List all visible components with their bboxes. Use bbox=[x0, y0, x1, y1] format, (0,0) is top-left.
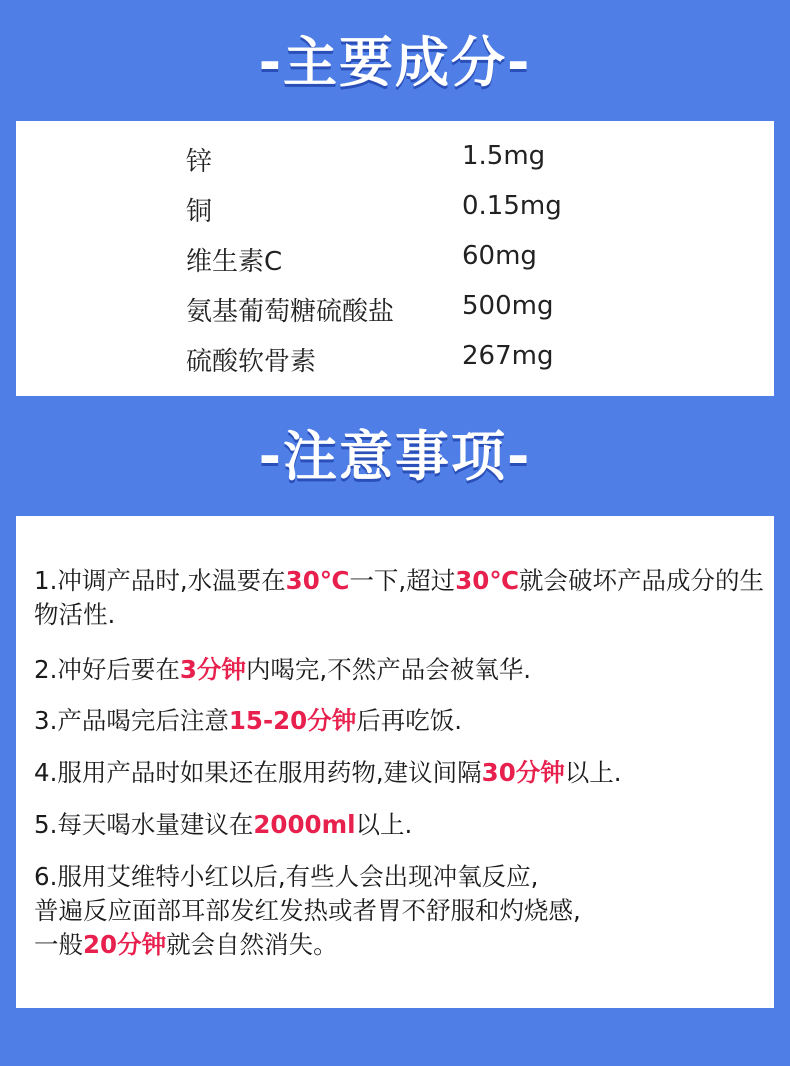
note-item bbox=[34, 756, 764, 790]
ingredient-name: 维生素C bbox=[186, 247, 283, 277]
ingredient-name: 硫酸软骨素 bbox=[186, 347, 317, 377]
ingredient-name: 氨基葡萄糖硫酸盐 bbox=[186, 297, 395, 327]
note-highlight: 30分钟 bbox=[481, 758, 565, 787]
ingredient-amount: 267mg bbox=[462, 341, 554, 371]
notes-panel bbox=[16, 516, 774, 1008]
note-text: 以上. bbox=[355, 810, 413, 839]
note-text: 就会自然消失。 bbox=[166, 930, 338, 959]
note-highlight: 3分钟 bbox=[179, 655, 246, 684]
note-text: 以上. bbox=[564, 758, 622, 787]
note-text: 后再吃饭. bbox=[356, 706, 463, 735]
note-item bbox=[34, 808, 764, 842]
note-text: 一下,超过 bbox=[349, 566, 456, 595]
note-highlight: 15-20分钟 bbox=[228, 706, 357, 735]
ingredients-panel bbox=[16, 121, 774, 396]
note-item bbox=[34, 564, 764, 632]
note-item bbox=[34, 860, 764, 962]
note-text: 就会破坏产品成分的生物活性. bbox=[34, 566, 764, 629]
note-highlight: 30℃ bbox=[455, 566, 519, 595]
note-highlight: 30℃ bbox=[285, 566, 350, 595]
note-text: 1.冲调产品时,水温要在 bbox=[34, 566, 286, 595]
ingredient-name: 锌 bbox=[186, 147, 213, 177]
note-item bbox=[34, 704, 764, 738]
note-text: 6.服用艾维特小红以后,有些人会出现冲氧反应, bbox=[34, 862, 539, 891]
note-highlight: 2000ml bbox=[253, 810, 356, 839]
note-text: 3.产品喝完后注意 bbox=[34, 706, 229, 735]
note-text: 一般 bbox=[34, 930, 83, 959]
note-text: 5.每天喝水量建议在 bbox=[34, 810, 254, 839]
note-highlight: 20分钟 bbox=[83, 930, 167, 959]
ingredient-name: 铜 bbox=[186, 197, 213, 227]
ingredient-amount: 60mg bbox=[462, 241, 537, 271]
note-item bbox=[34, 653, 764, 687]
ingredient-amount: 500mg bbox=[462, 291, 554, 321]
note-text: 内喝完,不然产品会被氧华. bbox=[245, 655, 532, 684]
note-text: 4.服用产品时如果还在服用药物,建议间隔 bbox=[34, 758, 482, 787]
notes-title: -注意事项- bbox=[258, 425, 532, 488]
note-text: 普遍反应面部耳部发红发热或者胃不舒服和灼烧感, bbox=[34, 896, 581, 925]
ingredients-title: -主要成分- bbox=[258, 31, 532, 94]
ingredient-amount: 1.5mg bbox=[462, 141, 546, 171]
note-text: 2.冲好后要在 bbox=[34, 655, 180, 684]
ingredient-amount: 0.15mg bbox=[462, 191, 562, 221]
